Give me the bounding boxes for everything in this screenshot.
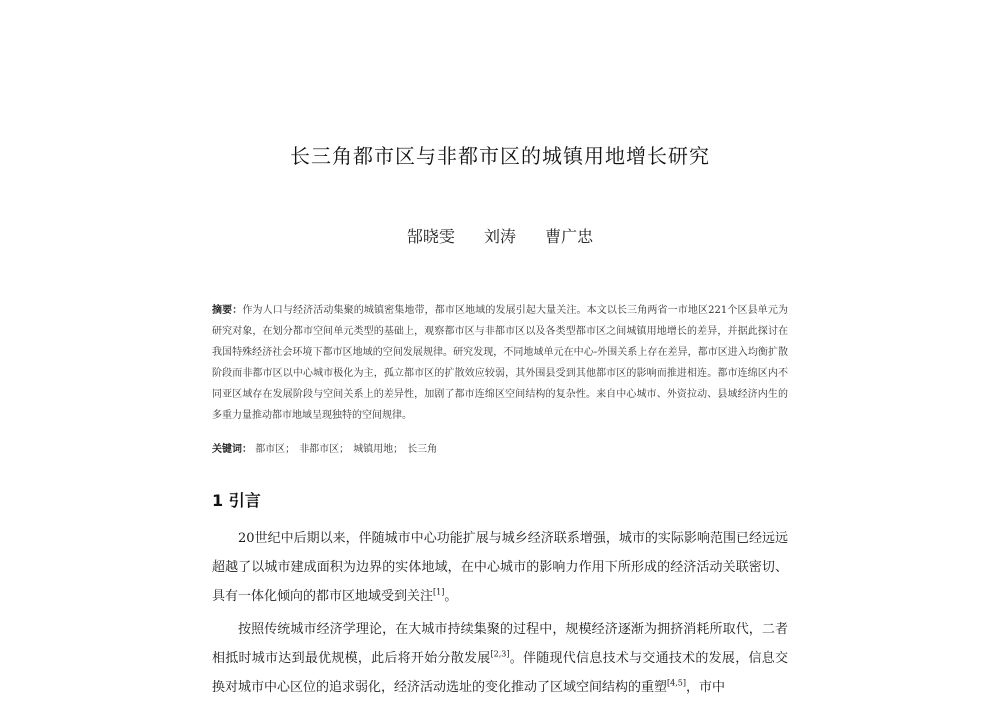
paragraph — [212, 524, 788, 611]
paper-title: 长三角都市区与非都市区的城镇用地增长研究 — [290, 144, 710, 168]
citation: [4,5] — [667, 678, 686, 688]
keyword: 长三角 — [407, 444, 438, 455]
paragraph — [212, 615, 788, 702]
paragraph-text: 按照传统城市经济学理论，在大城市持续集聚的过程中，规模经济逐渐为拥挤消耗所取代，二者相抵时城市达到最优规模，此后将开始分散发展 — [212, 622, 788, 666]
author-name: 刘涛 — [483, 227, 516, 246]
paragraph-text: ，市中 — [685, 680, 725, 695]
body-text — [212, 524, 788, 702]
author-list — [0, 224, 1000, 247]
paragraph-text: 。伴随现代信息技术与交通技术的发展，信息交换对城市中心区位的追求弱化，经济活动选址的变化推动了区域空间结构的重塑 — [212, 651, 788, 695]
abstract — [212, 300, 788, 426]
author-name: 曹广忠 — [545, 227, 594, 246]
keywords-label: 关键词： — [212, 444, 252, 455]
keyword: 非都市区； — [299, 444, 350, 455]
paragraph-text: 。 — [444, 589, 458, 604]
citation: [2,3] — [490, 649, 510, 659]
abstract-label: 摘要： — [212, 305, 243, 316]
keyword: 都市区； — [255, 444, 296, 455]
citation: [1] — [433, 587, 445, 597]
abstract-text: 作为人口与经济活动集聚的城镇密集地带，都市区地域的发展引起大量关注。本文以长三角两省一市地区221个区县单元为研究对象，在划分都市空间单元类型的基础上，观察都市区与非都市区以及各类型都市区之间城镇用地增长的差异，并据此探讨在我国特殊经济社会环境下都市区地域的空间发展规律。研究发现，不同地域单元在中心-外围关系上存在差异，都市区进入均衡扩散阶段而非都市区以中心城市极化为主，孤立都市区的扩散效应较弱，其外围县受到其他都市区的影响而推进相连。都市连绵区内不同亚区域存在发展阶段与空间关系上的差异性，加剧了都市连绵区空间结构的复杂性。来自中心城市、外资拉动、县域经济内生的多重力量推动都市地域呈现独特的空间规律。 — [212, 305, 789, 421]
author-name: 郜晓雯 — [406, 227, 455, 246]
paragraph-text: 20世纪中后期以来，伴随城市中心功能扩展与城乡经济联系增强，城市的实际影响范围已经远远超越了以城市建成面积为边界的实体地域，在中心城市的影响力作用下所形成的经济活动关联密切、具有一体化倾向的都市区地域受到关注 — [212, 531, 788, 604]
keyword: 城镇用地； — [353, 444, 404, 455]
keywords — [212, 440, 788, 460]
section-heading: 1 引言 — [212, 491, 261, 510]
